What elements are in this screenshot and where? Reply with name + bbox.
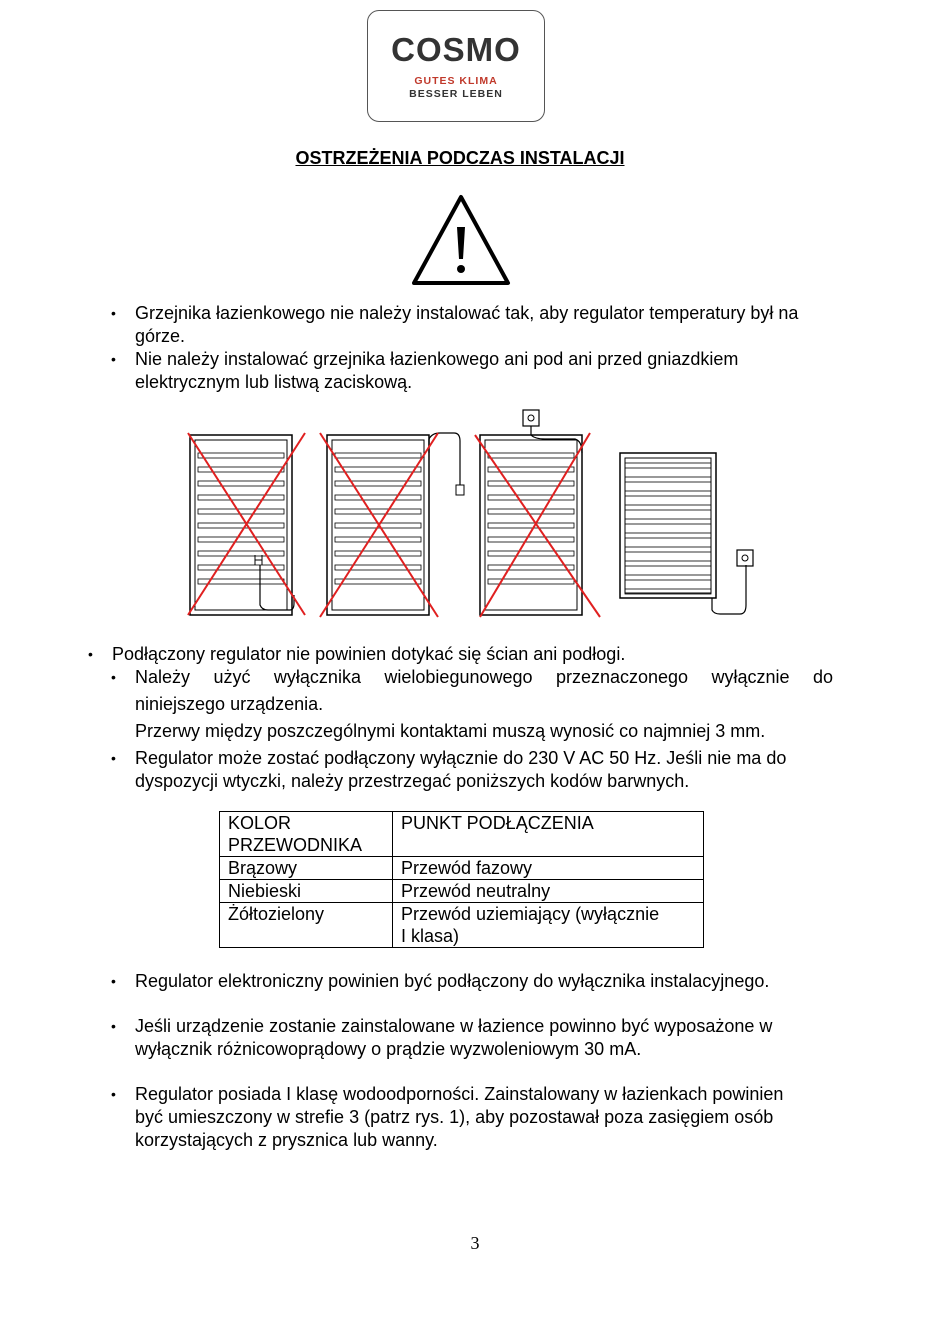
radiator-3: [475, 410, 600, 617]
table-cell: Niebieski: [220, 880, 393, 903]
radiator-4: [620, 453, 753, 614]
cosmo-logo: [367, 10, 545, 122]
logo-tagline-1: GUTES KLIMA: [414, 75, 498, 87]
radiator-1: [188, 433, 305, 615]
table-row: [220, 880, 704, 903]
list-item: • Grzejnika łazienkowego nie należy instalować tak, aby regulator temperatury był na górze.: [111, 303, 799, 346]
table-cell: Żółtozielony: [220, 903, 393, 948]
radiator-2: [320, 433, 464, 617]
table-cell: Przewód uziemiający (wyłącznie I klasa): [393, 903, 704, 948]
page-title: OSTRZEŻENIA PODCZAS INSTALACJI: [295, 148, 625, 168]
list-item: • Podłączony regulator nie powinien dotykać się ścian ani podłogi.: [88, 644, 626, 664]
table-row: [220, 903, 704, 948]
logo-tagline-2: BESSER LEBEN: [409, 88, 503, 100]
list-item: • Jeśli urządzenie zostanie zainstalowane w łazience powinno być wyposażone w wyłącznik różnicowoprądowy o prądzie wyzwoleniowym 30 mA.: [111, 1016, 773, 1059]
installation-illustration: [180, 405, 780, 620]
table-header-cell: KOLOR PRZEWODNIKA: [220, 812, 393, 857]
logo-wordmark: COSMO: [391, 31, 521, 68]
page-number: 3: [470, 1233, 480, 1253]
list-item: • Regulator może zostać podłączony wyłącznie do 230 V AC 50 Hz. Jeśli nie ma do dyspozycji wtyczki, należy przestrzegać poniższych kodów barwnych.: [111, 748, 787, 791]
table-row: [220, 857, 704, 880]
table-cell: Przewód fazowy: [393, 857, 704, 880]
table-cell: Brązowy: [220, 857, 393, 880]
table-header-row: [220, 812, 704, 857]
table-cell: Przewód neutralny: [393, 880, 704, 903]
list-item: • Nie należy instalować grzejnika łazienkowego ani pod ani przed gniazdkiem elektrycznym lub listwą zaciskową.: [111, 349, 739, 392]
table-header-cell: PUNKT PODŁĄCZENIA: [393, 812, 704, 857]
list-item: • Należy użyć wyłącznika wielobiegunowego przeznaczonego wyłącznie do niniejszego urządzenia. Przerwy między poszczególnymi kontaktami muszą wynosić co najmniej 3 mm.: [111, 667, 833, 741]
list-item: • Regulator elektroniczny powinien być podłączony do wyłącznika instalacyjnego.: [111, 971, 770, 991]
warning-triangle-icon: [410, 193, 512, 287]
list-item: • Regulator posiada I klasę wodoodporności. Zainstalowany w łazienkach powinien być umieszczony w strefie 3 (patrz rys. 1), aby pozostawał poza zasięgiem osób korzystających z prysznica lub wanny.: [111, 1084, 784, 1150]
wire-color-table: [219, 811, 704, 948]
